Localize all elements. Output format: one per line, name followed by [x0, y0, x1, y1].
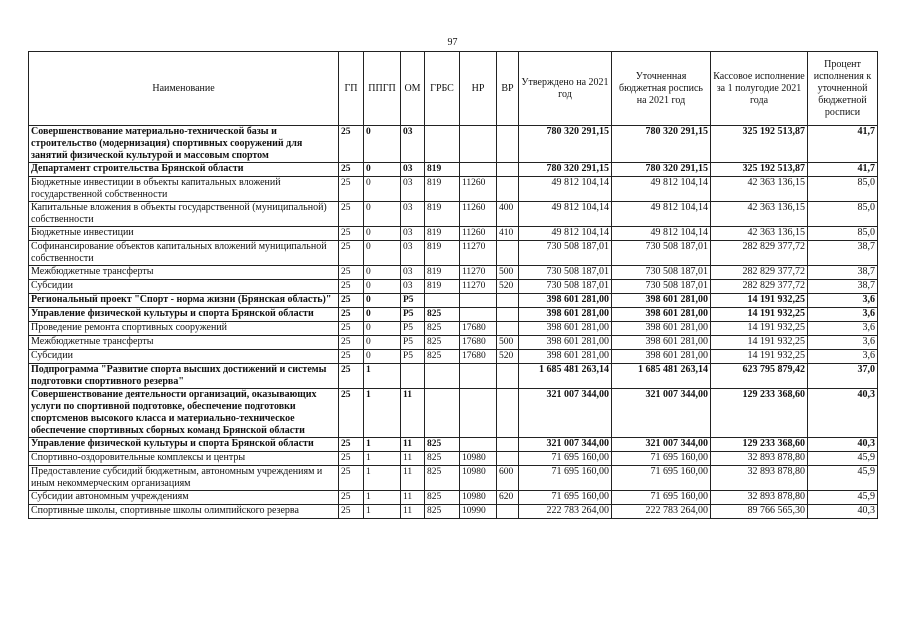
cell-nr: 10980	[460, 452, 497, 466]
table-row	[29, 491, 878, 505]
cell-grbs: 819	[425, 177, 460, 202]
cell-refined: 780 320 291,15	[612, 126, 711, 163]
cell-refined: 730 508 187,01	[612, 241, 711, 266]
cell-om: 11	[401, 438, 425, 452]
cell-approved: 730 508 187,01	[519, 241, 612, 266]
cell-percent: 3,6	[808, 308, 878, 322]
col-header-cash: Кассовое исполнение за 1 полугодие 2021 года	[711, 52, 808, 126]
table-row	[29, 466, 878, 491]
cell-grbs: 825	[425, 452, 460, 466]
cell-grbs: 819	[425, 202, 460, 227]
cell-om: P5	[401, 308, 425, 322]
cell-cash: 42 363 136,15	[711, 177, 808, 202]
cell-nr	[460, 163, 497, 177]
cell-cash: 623 795 879,42	[711, 364, 808, 389]
cell-percent: 37,0	[808, 364, 878, 389]
cell-gp: 25	[339, 364, 364, 389]
cell-cash: 14 191 932,25	[711, 350, 808, 364]
cell-grbs: 825	[425, 336, 460, 350]
cell-nr	[460, 438, 497, 452]
cell-grbs: 825	[425, 322, 460, 336]
cell-om	[401, 364, 425, 389]
cell-name: Предоставление субсидий бюджетным, автономным учреждениям и иным некоммерческим организациям	[29, 466, 339, 491]
cell-percent: 85,0	[808, 227, 878, 241]
cell-om: 03	[401, 227, 425, 241]
cell-percent: 3,6	[808, 336, 878, 350]
cell-approved: 49 812 104,14	[519, 177, 612, 202]
cell-cash: 14 191 932,25	[711, 322, 808, 336]
cell-approved: 1 685 481 263,14	[519, 364, 612, 389]
cell-approved: 398 601 281,00	[519, 336, 612, 350]
table-row	[29, 294, 878, 308]
table-row	[29, 452, 878, 466]
cell-approved: 222 783 264,00	[519, 505, 612, 519]
cell-om: 03	[401, 202, 425, 227]
cell-ppgp: 0	[364, 294, 401, 308]
cell-percent: 3,6	[808, 350, 878, 364]
cell-vr	[497, 294, 519, 308]
cell-vr	[497, 241, 519, 266]
cell-om: 03	[401, 266, 425, 280]
cell-ppgp: 1	[364, 466, 401, 491]
cell-refined: 398 601 281,00	[612, 308, 711, 322]
cell-ppgp: 0	[364, 308, 401, 322]
cell-nr: 11270	[460, 280, 497, 294]
cell-percent: 40,3	[808, 438, 878, 452]
cell-vr: 620	[497, 491, 519, 505]
cell-name: Межбюджетные трансферты	[29, 266, 339, 280]
cell-grbs	[425, 364, 460, 389]
cell-approved: 321 007 344,00	[519, 438, 612, 452]
cell-vr	[497, 389, 519, 438]
table-row	[29, 350, 878, 364]
cell-cash: 129 233 368,60	[711, 438, 808, 452]
cell-name: Субсидии	[29, 280, 339, 294]
cell-ppgp: 1	[364, 505, 401, 519]
cell-approved: 398 601 281,00	[519, 308, 612, 322]
cell-vr	[497, 177, 519, 202]
cell-nr	[460, 389, 497, 438]
table-row	[29, 308, 878, 322]
cell-refined: 398 601 281,00	[612, 294, 711, 308]
budget-table	[28, 51, 878, 519]
cell-name: Управление физической культуры и спорта Брянской области	[29, 308, 339, 322]
cell-refined: 222 783 264,00	[612, 505, 711, 519]
cell-name: Спортивные школы, спортивные школы олимпийского резерва	[29, 505, 339, 519]
cell-grbs: 825	[425, 350, 460, 364]
cell-ppgp: 0	[364, 202, 401, 227]
cell-om: 03	[401, 126, 425, 163]
cell-refined: 49 812 104,14	[612, 227, 711, 241]
cell-name: Региональный проект "Спорт - норма жизни (Брянская область)"	[29, 294, 339, 308]
cell-percent: 45,9	[808, 491, 878, 505]
cell-grbs: 819	[425, 266, 460, 280]
cell-cash: 32 893 878,80	[711, 466, 808, 491]
cell-refined: 321 007 344,00	[612, 438, 711, 452]
cell-ppgp: 1	[364, 452, 401, 466]
cell-vr	[497, 364, 519, 389]
cell-gp: 25	[339, 308, 364, 322]
cell-gp: 25	[339, 202, 364, 227]
cell-ppgp: 0	[364, 177, 401, 202]
cell-refined: 71 695 160,00	[612, 491, 711, 505]
cell-nr: 11270	[460, 266, 497, 280]
cell-om: 03	[401, 177, 425, 202]
col-header-name: Наименование	[29, 52, 339, 126]
cell-om: 11	[401, 491, 425, 505]
cell-grbs: 819	[425, 241, 460, 266]
cell-gp: 25	[339, 241, 364, 266]
cell-gp: 25	[339, 266, 364, 280]
cell-nr: 10980	[460, 491, 497, 505]
cell-approved: 49 812 104,14	[519, 202, 612, 227]
cell-refined: 398 601 281,00	[612, 322, 711, 336]
table-row	[29, 266, 878, 280]
cell-percent: 40,3	[808, 505, 878, 519]
cell-cash: 32 893 878,80	[711, 491, 808, 505]
cell-percent: 3,6	[808, 294, 878, 308]
col-header-vr: ВР	[497, 52, 519, 126]
cell-ppgp: 1	[364, 364, 401, 389]
col-header-percent: Процент исполнения к уточненной бюджетной росписи	[808, 52, 878, 126]
cell-gp: 25	[339, 438, 364, 452]
cell-ppgp: 1	[364, 438, 401, 452]
cell-grbs: 825	[425, 308, 460, 322]
cell-cash: 14 191 932,25	[711, 336, 808, 350]
cell-cash: 14 191 932,25	[711, 308, 808, 322]
cell-ppgp: 0	[364, 322, 401, 336]
cell-om: P5	[401, 294, 425, 308]
cell-approved: 71 695 160,00	[519, 452, 612, 466]
cell-gp: 25	[339, 466, 364, 491]
cell-om: 03	[401, 280, 425, 294]
cell-approved: 730 508 187,01	[519, 266, 612, 280]
cell-refined: 730 508 187,01	[612, 280, 711, 294]
cell-refined: 1 685 481 263,14	[612, 364, 711, 389]
cell-grbs: 825	[425, 505, 460, 519]
table-row	[29, 364, 878, 389]
cell-name: Управление физической культуры и спорта Брянской области	[29, 438, 339, 452]
cell-gp: 25	[339, 452, 364, 466]
table-row	[29, 336, 878, 350]
cell-ppgp: 1	[364, 389, 401, 438]
cell-om: 11	[401, 452, 425, 466]
table-row	[29, 505, 878, 519]
cell-cash: 42 363 136,15	[711, 227, 808, 241]
cell-vr: 600	[497, 466, 519, 491]
cell-gp: 25	[339, 505, 364, 519]
table-row	[29, 227, 878, 241]
cell-name: Софинансирование объектов капитальных вложений муниципальной собственности	[29, 241, 339, 266]
col-header-ppgp: ППГП	[364, 52, 401, 126]
table-row	[29, 322, 878, 336]
cell-grbs: 825	[425, 491, 460, 505]
cell-cash: 129 233 368,60	[711, 389, 808, 438]
cell-grbs	[425, 389, 460, 438]
cell-approved: 398 601 281,00	[519, 350, 612, 364]
cell-om: P5	[401, 336, 425, 350]
cell-name: Бюджетные инвестиции	[29, 227, 339, 241]
cell-name: Подпрограмма "Развитие спорта высших достижений и системы подготовки спортивного резерва"	[29, 364, 339, 389]
cell-nr	[460, 364, 497, 389]
col-header-gp: ГП	[339, 52, 364, 126]
cell-name: Капитальные вложения в объекты государственной (муниципальной) собственности	[29, 202, 339, 227]
col-header-om: ОМ	[401, 52, 425, 126]
cell-grbs	[425, 126, 460, 163]
cell-name: Совершенствование материально-технической базы и строительство (модернизация) спортивных сооружений для занятий физической культурой и массовым спортом	[29, 126, 339, 163]
cell-vr: 400	[497, 202, 519, 227]
cell-vr	[497, 163, 519, 177]
cell-name: Межбюджетные трансферты	[29, 336, 339, 350]
cell-cash: 282 829 377,72	[711, 266, 808, 280]
cell-vr	[497, 126, 519, 163]
cell-om: 11	[401, 466, 425, 491]
cell-refined: 49 812 104,14	[612, 202, 711, 227]
col-header-approved: Утверждено на 2021 год	[519, 52, 612, 126]
cell-percent: 41,7	[808, 126, 878, 163]
cell-cash: 32 893 878,80	[711, 452, 808, 466]
cell-grbs: 825	[425, 438, 460, 452]
cell-vr: 500	[497, 266, 519, 280]
table-row	[29, 389, 878, 438]
cell-approved: 71 695 160,00	[519, 491, 612, 505]
cell-approved: 780 320 291,15	[519, 126, 612, 163]
cell-vr	[497, 452, 519, 466]
cell-gp: 25	[339, 350, 364, 364]
cell-nr: 11260	[460, 202, 497, 227]
cell-refined: 730 508 187,01	[612, 266, 711, 280]
cell-grbs: 825	[425, 466, 460, 491]
table-row	[29, 202, 878, 227]
cell-percent: 85,0	[808, 202, 878, 227]
cell-refined: 71 695 160,00	[612, 466, 711, 491]
cell-name: Субсидии автономным учреждениям	[29, 491, 339, 505]
cell-gp: 25	[339, 227, 364, 241]
cell-nr: 10980	[460, 466, 497, 491]
cell-percent: 45,9	[808, 466, 878, 491]
table-row	[29, 438, 878, 452]
cell-gp: 25	[339, 491, 364, 505]
cell-ppgp: 0	[364, 350, 401, 364]
cell-nr: 17680	[460, 322, 497, 336]
cell-name: Департамент строительства Брянской области	[29, 163, 339, 177]
cell-cash: 325 192 513,87	[711, 163, 808, 177]
cell-ppgp: 0	[364, 241, 401, 266]
cell-vr: 410	[497, 227, 519, 241]
cell-name: Бюджетные инвестиции в объекты капитальных вложений государственной собственности	[29, 177, 339, 202]
cell-refined: 49 812 104,14	[612, 177, 711, 202]
cell-gp: 25	[339, 389, 364, 438]
cell-gp: 25	[339, 126, 364, 163]
cell-percent: 38,7	[808, 241, 878, 266]
cell-grbs: 819	[425, 280, 460, 294]
cell-ppgp: 0	[364, 280, 401, 294]
cell-approved: 780 320 291,15	[519, 163, 612, 177]
table-row	[29, 126, 878, 163]
cell-nr: 17680	[460, 336, 497, 350]
cell-cash: 42 363 136,15	[711, 202, 808, 227]
cell-refined: 321 007 344,00	[612, 389, 711, 438]
cell-percent: 38,7	[808, 266, 878, 280]
cell-vr: 520	[497, 280, 519, 294]
col-header-grbs: ГРБС	[425, 52, 460, 126]
cell-nr	[460, 126, 497, 163]
cell-gp: 25	[339, 322, 364, 336]
cell-om: P5	[401, 322, 425, 336]
cell-percent: 45,9	[808, 452, 878, 466]
cell-name: Спортивно-оздоровительные комплексы и центры	[29, 452, 339, 466]
cell-om: P5	[401, 350, 425, 364]
table-row	[29, 280, 878, 294]
cell-refined: 71 695 160,00	[612, 452, 711, 466]
cell-cash: 14 191 932,25	[711, 294, 808, 308]
cell-om: 03	[401, 241, 425, 266]
cell-grbs	[425, 294, 460, 308]
cell-ppgp: 0	[364, 336, 401, 350]
cell-ppgp: 0	[364, 266, 401, 280]
cell-approved: 398 601 281,00	[519, 294, 612, 308]
cell-vr: 520	[497, 350, 519, 364]
col-header-nr: НР	[460, 52, 497, 126]
cell-approved: 730 508 187,01	[519, 280, 612, 294]
cell-percent: 41,7	[808, 163, 878, 177]
cell-ppgp: 0	[364, 126, 401, 163]
table-row	[29, 163, 878, 177]
cell-name: Совершенствование деятельности организаций, оказывающих услуги по спортивной подготовке, обеспечение подготовки спортсменов высокого класса и материально-техническое обеспечение спортивных сборных команд Брянской области	[29, 389, 339, 438]
cell-percent: 3,6	[808, 322, 878, 336]
page-number: 97	[447, 37, 458, 48]
cell-refined: 398 601 281,00	[612, 336, 711, 350]
cell-percent: 40,3	[808, 389, 878, 438]
cell-nr	[460, 308, 497, 322]
cell-nr: 11260	[460, 177, 497, 202]
table-row	[29, 177, 878, 202]
cell-approved: 398 601 281,00	[519, 322, 612, 336]
table-header-row	[29, 52, 878, 126]
cell-cash: 282 829 377,72	[711, 280, 808, 294]
cell-gp: 25	[339, 177, 364, 202]
cell-cash: 89 766 565,30	[711, 505, 808, 519]
cell-percent: 85,0	[808, 177, 878, 202]
cell-nr: 11270	[460, 241, 497, 266]
cell-cash: 325 192 513,87	[711, 126, 808, 163]
cell-vr: 500	[497, 336, 519, 350]
cell-ppgp: 0	[364, 227, 401, 241]
cell-vr	[497, 438, 519, 452]
cell-approved: 49 812 104,14	[519, 227, 612, 241]
cell-vr	[497, 505, 519, 519]
cell-percent: 38,7	[808, 280, 878, 294]
cell-refined: 780 320 291,15	[612, 163, 711, 177]
cell-refined: 398 601 281,00	[612, 350, 711, 364]
cell-om: 03	[401, 163, 425, 177]
cell-gp: 25	[339, 280, 364, 294]
cell-approved: 321 007 344,00	[519, 389, 612, 438]
cell-name: Субсидии	[29, 350, 339, 364]
cell-approved: 71 695 160,00	[519, 466, 612, 491]
cell-vr	[497, 308, 519, 322]
table-row	[29, 241, 878, 266]
cell-om: 11	[401, 505, 425, 519]
cell-name: Проведение ремонта спортивных сооружений	[29, 322, 339, 336]
cell-nr: 10990	[460, 505, 497, 519]
cell-gp: 25	[339, 163, 364, 177]
cell-grbs: 819	[425, 227, 460, 241]
cell-gp: 25	[339, 336, 364, 350]
cell-grbs: 819	[425, 163, 460, 177]
cell-nr	[460, 294, 497, 308]
cell-gp: 25	[339, 294, 364, 308]
cell-ppgp: 1	[364, 491, 401, 505]
cell-nr: 11260	[460, 227, 497, 241]
cell-vr	[497, 322, 519, 336]
col-header-refined: Уточненная бюджетная роспись на 2021 год	[612, 52, 711, 126]
cell-cash: 282 829 377,72	[711, 241, 808, 266]
cell-om: 11	[401, 389, 425, 438]
cell-ppgp: 0	[364, 163, 401, 177]
cell-nr: 17680	[460, 350, 497, 364]
